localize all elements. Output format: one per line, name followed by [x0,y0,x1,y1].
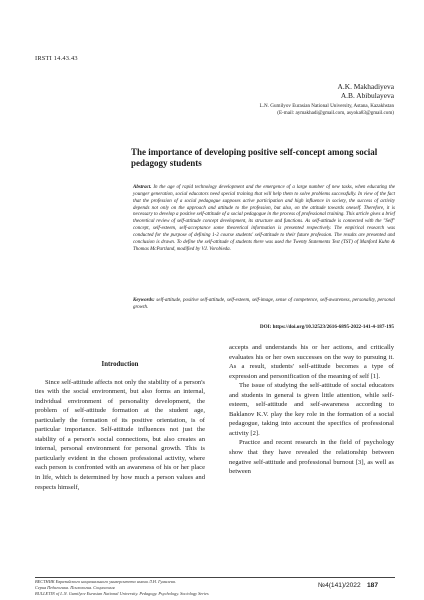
right-column [229,343,394,477]
doi-link[interactable]: DOI: https://doi.org/10.32523/2616-6895-2022-141-4-187-195 [259,324,394,330]
body-paragraph: Since self-attitude affects not only the stability of a person's ties with the social environment, but also forms an internal, individual environment of personality development, the problem of self-attitude formation at the student age, particularly the formation of its positive orientation, is of particular importance. Self-attitude influences not just the stability of a person's social connections, but also creates an internal, personal environment for personal growth. This is particularly evident in the chosen professional activity, where each person is confronted with an awareness of his or her place in life, which is determined by how much a person values and respects himself, [35,378,205,491]
section-heading: Introduction [101,361,139,368]
author-name: A.B. Abibulayeva [340,91,394,100]
affiliation: L.N. Gumilyov Eurasian National University, Astana, Kazakhstan [259,103,394,109]
irsti-code: IRSTI 14.43.43 [35,55,78,62]
journal-name [35,579,345,597]
journal-line: Серия Педагогика. Психология. Социология [35,585,115,590]
abstract [133,185,395,253]
abstract-text: In the age of rapid technology development and the emergence of a large number of new tasks, when educating the younger generation, social educators need special training that will help them to solve problems successfully. In view of the fact that the profession of a social pedagogue supposes active participation and high influence in society, the success of activity depends not only on the approach and attitude to the profession, but also, on the attitude towards oneself. Therefore, it is necessary to develop a positive self-attitude of a social pedagogue in the process of professional training. This article gives a brief theoretical review of self-attitude concept development, its structure and functions. As self-attitude is connected with the "Self" concept, self-esteem, self-acceptance some theoretical information is presented respectively. The empirical research was conducted for the purpose of defining 1-2 course students' self-attitude to their future profession. The results are presented and conclusion is drawn. To define the self-attitude of students there was used the Twenty Statements Test (TST) of Manford Kuhn & Thomas McPartland, modified by V.I. Vorobieda. [133,185,395,252]
left-column [35,360,205,492]
footer-divider [35,577,395,578]
keywords [133,298,395,312]
body-paragraph: The issue of studying the self-attitude of social educators and students in general is given little attention, while self-esteem, self-attitude and self-awareness according to Baklanov K.V. play the key role in the formation of a social pedagogue, taking into account the specifics of professional activity [2]. [229,382,394,437]
page-number: 187 [367,582,379,589]
keywords-text: self-attitude, positive self-attitude, self-esteem, self-image, sense of competence, self-awareness, personality, personal growth. [133,298,395,310]
article-title: The importance of developing positive self-concept among social pedagogy students [131,147,378,168]
journal-line: ВЕСТНИК Евразийского национального университета имени Л.Н. Гумилева. [35,579,176,584]
issue-number: №4(141)/2022 [318,582,361,589]
affiliation-block [260,103,394,117]
abstract-label: Abstract. [133,185,152,190]
journal-line: BULLETIN of L.N. Gumilyov Eurasian National University. Pedagogy. Psychology. Sociology Series [35,591,209,596]
author-name: A.K. Makhadiyeva [337,82,394,91]
body-paragraph: accepts and understands his or her actions, and critically evaluates his or her own successes on the way to pursuing it. As a result, students' self-attitude becomes a type of expression and personification of the meaning of self [1]. [229,344,394,380]
author-block [338,82,394,100]
keywords-label: Keywords: [133,298,155,303]
body-paragraph: Practice and recent research in the field of psychology show that they have revealed the relationship between negative self-attitude and professional burnout [3], as well as between [229,439,394,476]
author-emails: (E-mail: aymakhadi@gmail.com, asyoka83@gmail.com) [277,109,394,116]
